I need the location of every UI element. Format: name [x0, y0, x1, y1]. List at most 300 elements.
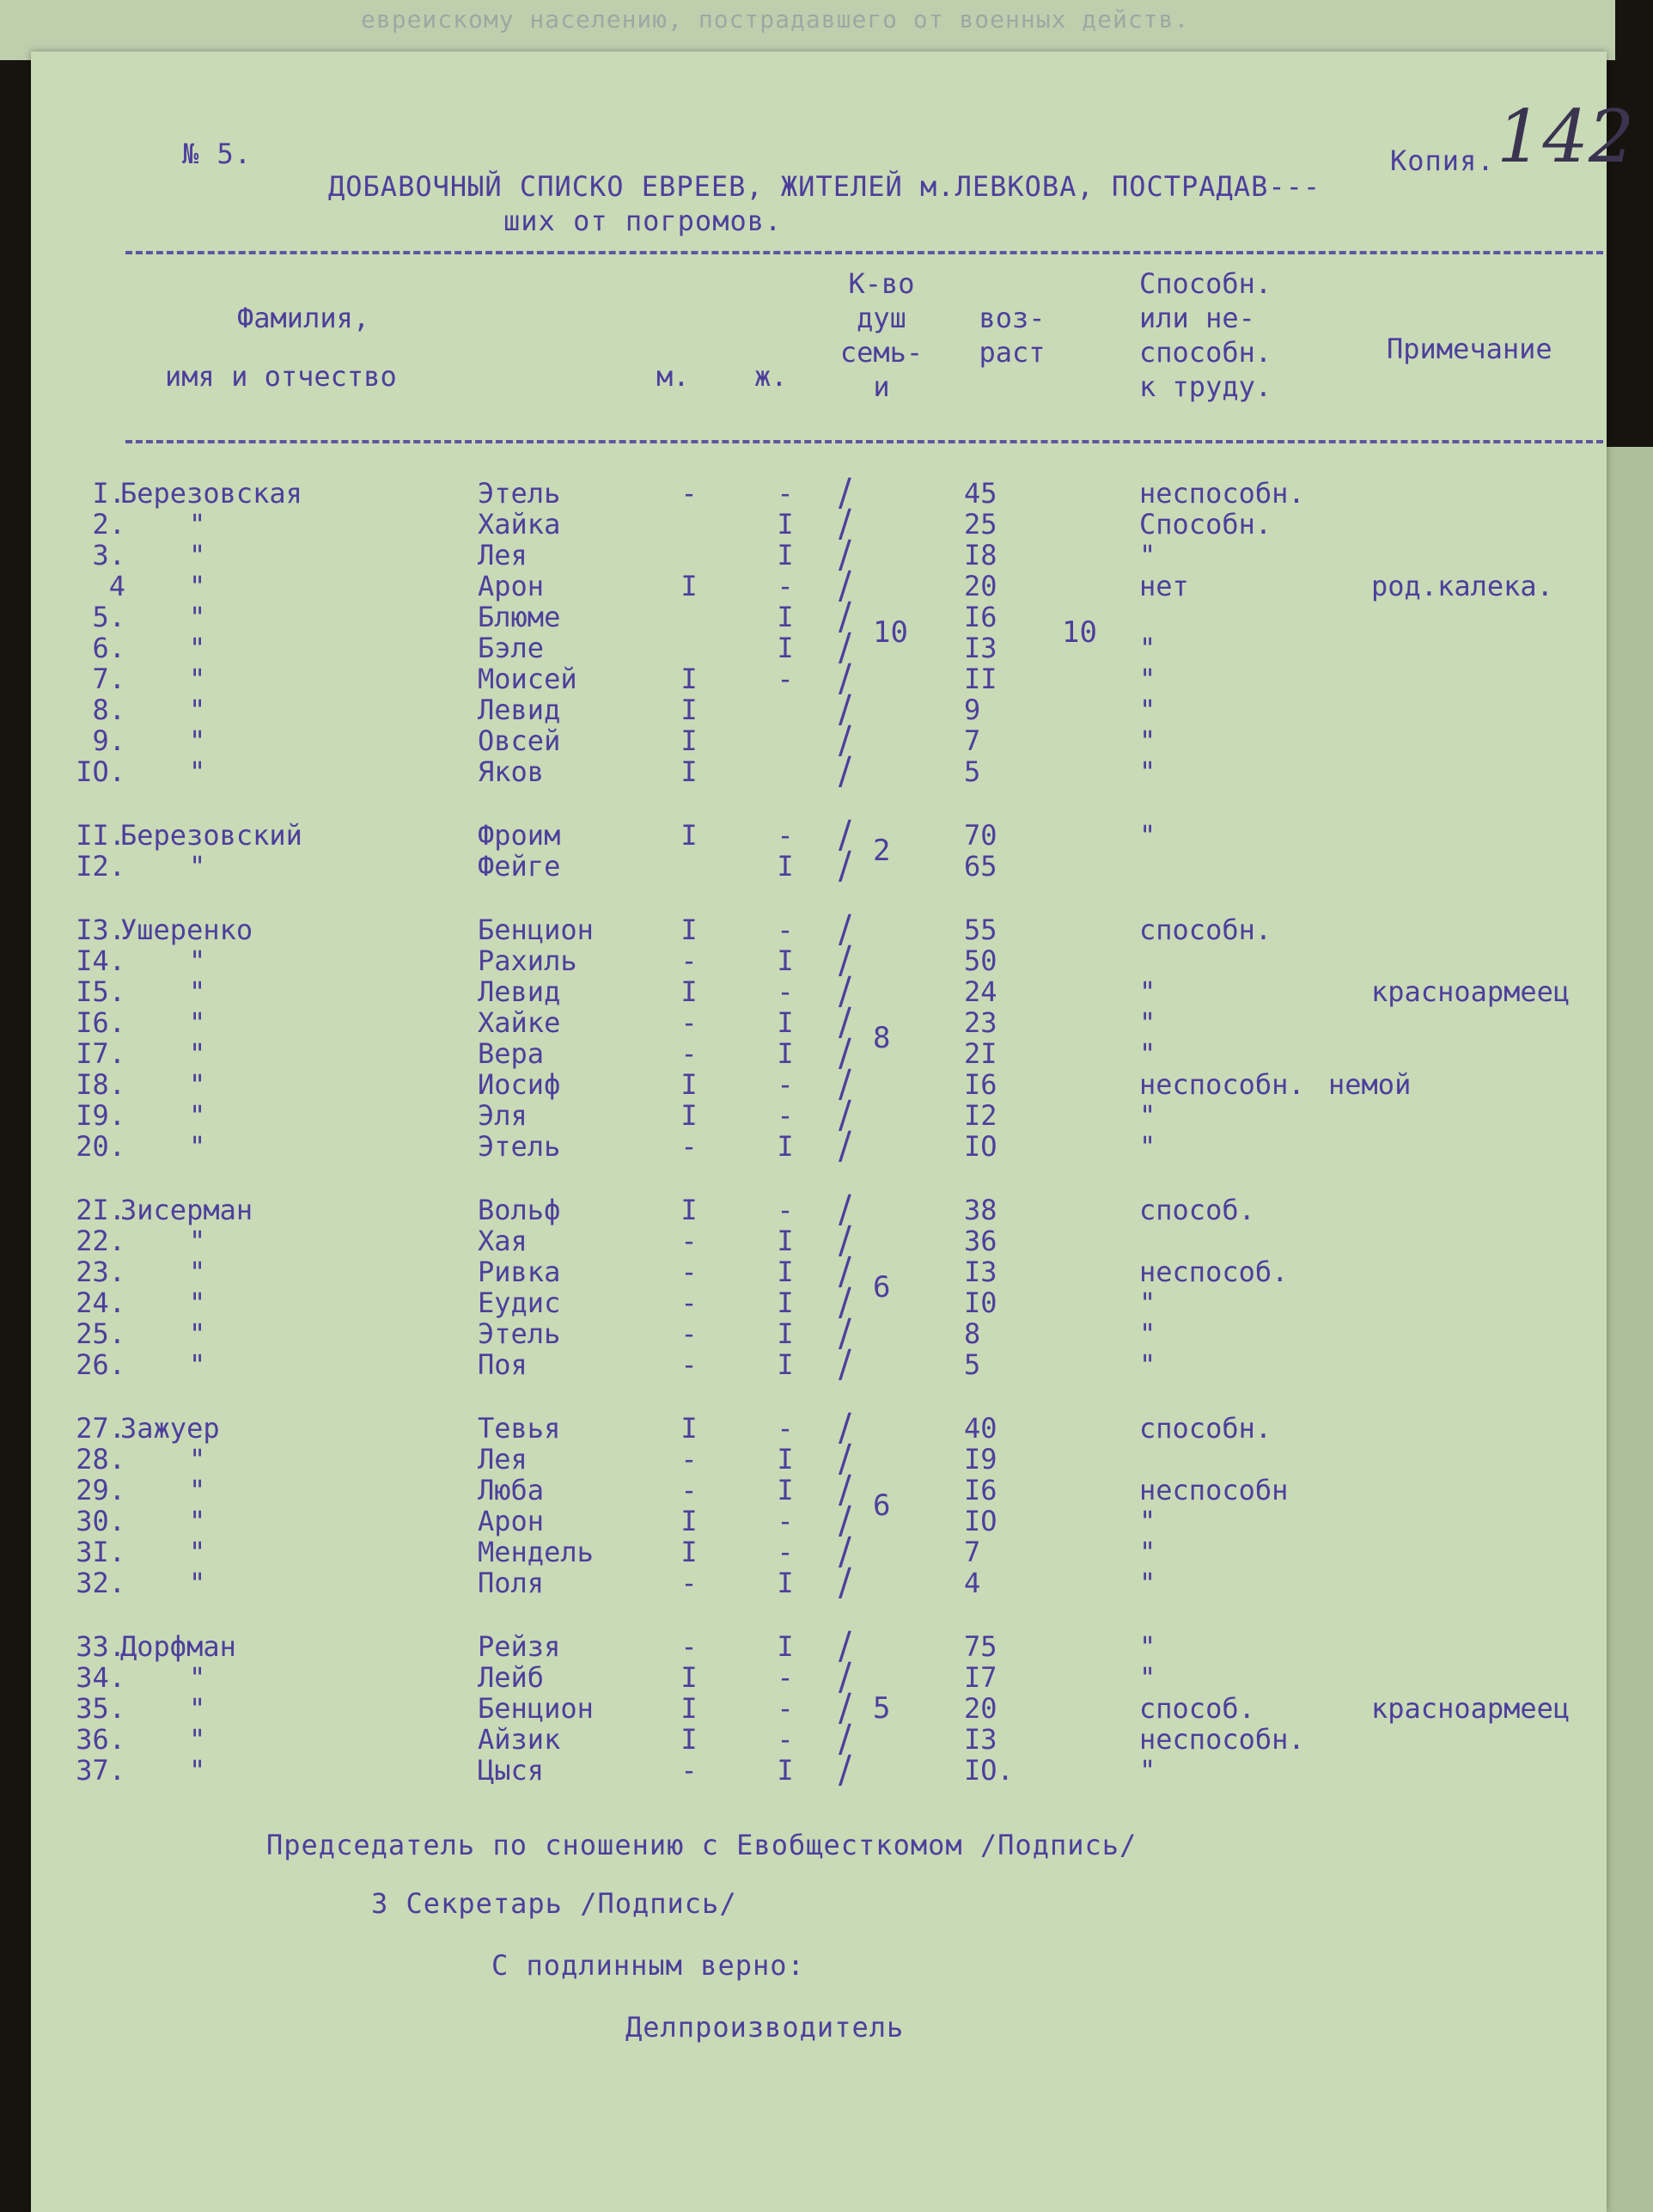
- row-ability: неспособн.: [1139, 1068, 1305, 1101]
- row-number: 23.: [76, 1256, 125, 1288]
- document-page: [31, 52, 1635, 2212]
- row-first-name: Хая: [478, 1225, 528, 1257]
- row-female-mark: -: [777, 1723, 794, 1756]
- row-male-mark: -: [680, 1567, 698, 1599]
- row-bracket-stroke: /: [839, 1280, 851, 1324]
- row-female-mark: I: [777, 1317, 794, 1350]
- signature-secretary: 3 Секретарь /Подпись/: [371, 1887, 737, 1920]
- row-female-mark: -: [777, 1536, 794, 1568]
- col-age-header: [961, 301, 1064, 370]
- row-bracket-stroke: /: [839, 1499, 851, 1543]
- document-number: № 5.: [182, 137, 253, 170]
- row-male-mark: I: [680, 1692, 698, 1725]
- col-ability-header: [1139, 266, 1302, 404]
- row-male-mark: -: [680, 1754, 698, 1787]
- row-age: 24: [964, 975, 997, 1008]
- row-age: I2: [964, 1099, 997, 1132]
- row-number: 27.: [76, 1412, 125, 1445]
- row-female-mark: -: [777, 1194, 794, 1226]
- row-ability: ": [1139, 1130, 1156, 1163]
- row-ability: ": [1139, 663, 1156, 695]
- row-surname: ": [189, 663, 206, 695]
- row-age: 38: [964, 1194, 997, 1226]
- family-size-total-right: 10: [1062, 615, 1097, 650]
- row-number: 26.: [76, 1348, 125, 1381]
- row-number: 28.: [76, 1443, 125, 1476]
- row-age: 45: [964, 477, 997, 510]
- row-age: I6: [964, 601, 997, 633]
- row-first-name: Хайка: [478, 508, 561, 541]
- row-ability: нет: [1139, 570, 1189, 602]
- row-bracket-stroke: /: [839, 1250, 851, 1293]
- row-number: 8.: [92, 694, 125, 726]
- row-bracket-stroke: /: [839, 1342, 851, 1386]
- row-male-mark: -: [680, 477, 698, 510]
- row-number: 30.: [76, 1505, 125, 1537]
- row-bracket-stroke: /: [839, 1686, 851, 1730]
- row-male-mark: -: [680, 1474, 698, 1506]
- row-surname: ": [189, 1661, 206, 1694]
- col-male-header: м.: [656, 360, 690, 393]
- row-female-mark: -: [777, 914, 794, 946]
- row-ability: ": [1139, 1006, 1156, 1039]
- row-number: 24.: [76, 1286, 125, 1319]
- col-family-count-line: душ: [857, 302, 906, 334]
- row-surname: ": [189, 850, 206, 883]
- row-bracket-stroke: /: [839, 1624, 851, 1668]
- row-number: 20.: [76, 1130, 125, 1163]
- col-age-line: раст: [979, 336, 1046, 369]
- row-ability: способ.: [1139, 1194, 1255, 1226]
- row-male-mark: I: [680, 755, 698, 788]
- row-age: 70: [964, 819, 997, 852]
- row-ability: ": [1139, 632, 1156, 664]
- row-first-name: Лея: [478, 1443, 528, 1476]
- row-bracket-stroke: /: [839, 1437, 851, 1481]
- row-surname: ": [189, 975, 206, 1008]
- row-female-mark: -: [777, 663, 794, 695]
- row-male-mark: I: [680, 975, 698, 1008]
- col-family-count-header: [830, 266, 933, 404]
- row-female-mark: -: [777, 1068, 794, 1101]
- row-female-mark: -: [777, 819, 794, 852]
- row-female-mark: I: [777, 539, 794, 571]
- row-first-name: Тевья: [478, 1412, 561, 1445]
- family-size-total: 10: [873, 615, 908, 650]
- col-family-count-line: семь-: [839, 336, 924, 369]
- row-surname: ": [189, 724, 206, 757]
- row-age: 40: [964, 1412, 997, 1445]
- row-number: I5.: [76, 975, 125, 1008]
- row-age: I7: [964, 1661, 997, 1694]
- row-surname: ": [189, 1443, 206, 1476]
- row-male-mark: -: [680, 944, 698, 977]
- row-surname: ": [189, 1099, 206, 1132]
- title-line-2: ших от погромов.: [503, 205, 783, 237]
- row-age: II: [964, 663, 997, 695]
- row-male-mark: I: [680, 1723, 698, 1756]
- row-number: 4: [108, 570, 125, 602]
- row-first-name: Яков: [478, 755, 545, 788]
- row-bracket-stroke: /: [839, 1124, 851, 1168]
- row-number: 7.: [92, 663, 125, 695]
- row-male-mark: -: [680, 1630, 698, 1663]
- row-male-mark: -: [680, 1130, 698, 1163]
- row-number: II.: [76, 819, 125, 852]
- row-first-name: Поля: [478, 1567, 545, 1599]
- row-first-name: Эля: [478, 1099, 528, 1132]
- row-female-mark: I: [777, 1006, 794, 1039]
- row-male-mark: -: [680, 1286, 698, 1319]
- row-ability: неспособн: [1139, 1474, 1289, 1506]
- col-ability-line: Способн.: [1139, 267, 1272, 300]
- row-age: I6: [964, 1474, 997, 1506]
- row-age: 8: [964, 1317, 981, 1350]
- row-note: род.калека.: [1371, 570, 1553, 602]
- row-number: I6.: [76, 1006, 125, 1039]
- title-line-1: ДОБАВОЧНЫЙ СПИСКО ЕВРЕЕВ, ЖИТЕЛЕЙ м.ЛЕВКОВА, ПОСТРАДАВ---: [328, 170, 1321, 203]
- row-ability: ": [1139, 1661, 1156, 1694]
- row-female-mark: -: [777, 1692, 794, 1725]
- row-number: 2.: [92, 508, 125, 541]
- row-ability: ": [1139, 1286, 1156, 1319]
- row-age: 25: [964, 508, 997, 541]
- row-age: I9: [964, 1443, 997, 1476]
- row-male-mark: I: [680, 570, 698, 602]
- row-bracket-stroke: /: [839, 844, 851, 888]
- row-age: 65: [964, 850, 997, 883]
- row-number: 35.: [76, 1692, 125, 1725]
- row-number: 34.: [76, 1661, 125, 1694]
- header-top-rule: [125, 251, 1603, 254]
- row-surname: ": [189, 1474, 206, 1506]
- row-first-name: Арон: [478, 570, 545, 602]
- row-first-name: Вольф: [478, 1194, 561, 1226]
- row-male-mark: I: [680, 1099, 698, 1132]
- row-ability: ": [1139, 1567, 1156, 1599]
- row-first-name: Иосиф: [478, 1068, 561, 1101]
- archive-folio-number: 142: [1497, 95, 1635, 179]
- row-age: IO: [964, 1505, 997, 1537]
- row-first-name: Этель: [478, 477, 561, 510]
- row-age: 75: [964, 1630, 997, 1663]
- row-number: I.: [92, 477, 125, 510]
- row-number: 2I.: [76, 1194, 125, 1226]
- row-first-name: Блюме: [478, 601, 561, 633]
- clerk-signature: Делпроизводитель: [625, 2011, 905, 2044]
- row-bracket-stroke: /: [839, 1468, 851, 1512]
- row-bracket-stroke: /: [839, 626, 851, 669]
- row-surname: ": [189, 632, 206, 664]
- row-male-mark: I: [680, 694, 698, 726]
- row-first-name: Бенцион: [478, 914, 594, 946]
- row-bracket-stroke: /: [839, 907, 851, 951]
- row-male-mark: -: [680, 1317, 698, 1350]
- row-bracket-stroke: /: [839, 1062, 851, 1106]
- row-bracket-stroke: /: [839, 471, 851, 515]
- family-size-total: 2: [873, 834, 891, 868]
- row-bracket-stroke: /: [839, 969, 851, 1013]
- row-first-name: Рахиль: [478, 944, 577, 977]
- row-male-mark: I: [680, 1661, 698, 1694]
- row-first-name: Поя: [478, 1348, 528, 1381]
- row-age: 5: [964, 1348, 981, 1381]
- row-female-mark: I: [777, 1286, 794, 1319]
- row-surname: ": [189, 508, 206, 541]
- row-ability: неспособн.: [1139, 1723, 1305, 1756]
- row-first-name: Левид: [478, 694, 561, 726]
- row-surname: ": [189, 694, 206, 726]
- row-ability: ": [1139, 975, 1156, 1008]
- row-surname: ": [189, 1037, 206, 1070]
- row-ability: способн.: [1139, 914, 1272, 946]
- family-size-total: 8: [873, 1021, 891, 1055]
- row-female-mark: -: [777, 1412, 794, 1445]
- family-size-total: 6: [873, 1488, 891, 1523]
- row-bracket-stroke: /: [839, 502, 851, 546]
- row-first-name: Люба: [478, 1474, 545, 1506]
- row-age: I8: [964, 539, 997, 571]
- row-female-mark: I: [777, 1567, 794, 1599]
- row-female-mark: I: [777, 632, 794, 664]
- row-first-name: Лея: [478, 539, 528, 571]
- row-surname: ": [189, 1723, 206, 1756]
- row-bracket-stroke: /: [839, 1031, 851, 1075]
- row-surname: ": [189, 1536, 206, 1568]
- row-surname: ": [189, 1225, 206, 1257]
- row-age: 20: [964, 1692, 997, 1725]
- row-female-mark: I: [777, 601, 794, 633]
- row-female-mark: -: [777, 570, 794, 602]
- row-first-name: Лейб: [478, 1661, 545, 1694]
- row-male-mark: -: [680, 1256, 698, 1288]
- row-note: немой: [1328, 1068, 1412, 1101]
- row-ability: ": [1139, 1099, 1156, 1132]
- row-female-mark: -: [777, 1099, 794, 1132]
- col-female-header: ж.: [754, 360, 788, 393]
- col-ability-line: способн.: [1139, 336, 1272, 369]
- row-first-name: Мендель: [478, 1536, 594, 1568]
- row-number: 6.: [92, 632, 125, 664]
- row-number: I7.: [76, 1037, 125, 1070]
- row-ability: ": [1139, 1317, 1156, 1350]
- row-number: IO.: [76, 755, 125, 788]
- row-male-mark: I: [680, 1194, 698, 1226]
- row-female-mark: I: [777, 1037, 794, 1070]
- row-ability: ": [1139, 1348, 1156, 1381]
- row-number: 33.: [76, 1630, 125, 1663]
- row-bracket-stroke: /: [839, 1655, 851, 1699]
- row-number: 5.: [92, 601, 125, 633]
- row-ability: способн.: [1139, 1412, 1272, 1445]
- row-first-name: Цыся: [478, 1754, 545, 1787]
- row-male-mark: I: [680, 1536, 698, 1568]
- row-female-mark: -: [777, 477, 794, 510]
- row-female-mark: -: [777, 1505, 794, 1537]
- row-surname: ": [189, 570, 206, 602]
- row-female-mark: -: [777, 1661, 794, 1694]
- col-name-header: имя и отчество: [165, 360, 397, 393]
- row-surname: ": [189, 1567, 206, 1599]
- row-male-mark: I: [680, 1505, 698, 1537]
- row-first-name: Бэле: [478, 632, 545, 664]
- row-number: 25.: [76, 1317, 125, 1350]
- row-first-name: Фроим: [478, 819, 561, 852]
- row-surname: Зисерман: [120, 1194, 253, 1226]
- row-number: 3I.: [76, 1536, 125, 1568]
- row-female-mark: I: [777, 1256, 794, 1288]
- row-surname: ": [189, 1130, 206, 1163]
- row-surname: ": [189, 755, 206, 788]
- row-age: I6: [964, 1068, 997, 1101]
- row-male-mark: -: [680, 1348, 698, 1381]
- row-ability: ": [1139, 694, 1156, 726]
- row-female-mark: I: [777, 944, 794, 977]
- row-number: I8.: [76, 1068, 125, 1101]
- row-bracket-stroke: /: [839, 1530, 851, 1573]
- row-number: 9.: [92, 724, 125, 757]
- row-surname: Ушеренко: [120, 914, 253, 946]
- row-age: 36: [964, 1225, 997, 1257]
- row-first-name: Хайке: [478, 1006, 561, 1039]
- row-number: 29.: [76, 1474, 125, 1506]
- row-bracket-stroke: /: [839, 595, 851, 639]
- row-male-mark: I: [680, 819, 698, 852]
- col-age-line: воз-: [979, 302, 1046, 334]
- row-bracket-stroke: /: [839, 1311, 851, 1355]
- row-number: I2.: [76, 850, 125, 883]
- row-number: 36.: [76, 1723, 125, 1756]
- row-ability: ": [1139, 1505, 1156, 1537]
- row-surname: Березовский: [120, 819, 302, 852]
- row-age: 4: [964, 1567, 981, 1599]
- row-first-name: Бенцион: [478, 1692, 594, 1725]
- row-male-mark: -: [680, 1037, 698, 1070]
- row-female-mark: I: [777, 1630, 794, 1663]
- row-age: I0: [964, 1286, 997, 1319]
- row-female-mark: I: [777, 508, 794, 541]
- row-surname: ": [189, 944, 206, 977]
- row-first-name: Этель: [478, 1130, 561, 1163]
- row-ability: ": [1139, 539, 1156, 571]
- row-surname: ": [189, 1317, 206, 1350]
- row-ability: ": [1139, 819, 1156, 852]
- row-male-mark: -: [680, 1006, 698, 1039]
- row-first-name: Этель: [478, 1317, 561, 1350]
- row-note: красноармеец: [1371, 1692, 1571, 1725]
- row-number: I9.: [76, 1099, 125, 1132]
- row-bracket-stroke: /: [839, 1406, 851, 1450]
- previous-sheet-text: евреискому населению, пострадавшего от военных действ.: [361, 5, 1190, 34]
- row-age: 23: [964, 1006, 997, 1039]
- row-surname: Зажуер: [120, 1412, 220, 1445]
- row-first-name: Моисей: [478, 663, 577, 695]
- row-surname: Дорфман: [120, 1630, 236, 1663]
- row-age: I3: [964, 1723, 997, 1756]
- row-surname: Березовская: [120, 477, 302, 510]
- row-age: 7: [964, 1536, 981, 1568]
- row-male-mark: I: [680, 1068, 698, 1101]
- row-ability: ": [1139, 1037, 1156, 1070]
- row-first-name: Арон: [478, 1505, 545, 1537]
- row-number: I3.: [76, 914, 125, 946]
- row-age: 9: [964, 694, 981, 726]
- row-surname: ": [189, 1348, 206, 1381]
- row-number: I4.: [76, 944, 125, 977]
- row-surname: ": [189, 1006, 206, 1039]
- row-number: 22.: [76, 1225, 125, 1257]
- row-number: 37.: [76, 1754, 125, 1787]
- row-bracket-stroke: /: [839, 1748, 851, 1792]
- row-bracket-stroke: /: [839, 1219, 851, 1262]
- row-ability: ": [1139, 724, 1156, 757]
- row-female-mark: I: [777, 1754, 794, 1787]
- row-surname: ": [189, 1256, 206, 1288]
- row-first-name: Овсей: [478, 724, 561, 757]
- row-age: I3: [964, 1256, 997, 1288]
- col-ability-line: или не-: [1139, 302, 1255, 334]
- row-age: 2I: [964, 1037, 997, 1070]
- row-bracket-stroke: /: [839, 533, 851, 577]
- row-ability: способ.: [1139, 1692, 1255, 1725]
- row-age: IO: [964, 1130, 997, 1163]
- row-ability: Способн.: [1139, 508, 1272, 541]
- row-ability: неспособн.: [1139, 477, 1305, 510]
- row-male-mark: I: [680, 663, 698, 695]
- row-age: 20: [964, 570, 997, 602]
- row-bracket-stroke: /: [839, 564, 851, 608]
- row-age: I3: [964, 632, 997, 664]
- row-age: 50: [964, 944, 997, 977]
- row-surname: ": [189, 1286, 206, 1319]
- row-surname: ": [189, 601, 206, 633]
- row-age: 5: [964, 755, 981, 788]
- row-age: 55: [964, 914, 997, 946]
- row-male-mark: -: [680, 1443, 698, 1476]
- row-surname: ": [189, 1068, 206, 1101]
- underlying-sheet-edge: [1600, 447, 1653, 2212]
- row-female-mark: I: [777, 1130, 794, 1163]
- row-ability: ": [1139, 1754, 1156, 1787]
- signature-chairman: Председатель по сношению с Евобщесткомом /Подпись/: [266, 1829, 1138, 1861]
- copy-label: Копия.: [1390, 144, 1495, 177]
- row-female-mark: I: [777, 1443, 794, 1476]
- row-surname: ": [189, 539, 206, 571]
- row-number: 32.: [76, 1567, 125, 1599]
- row-male-mark: I: [680, 1412, 698, 1445]
- certified-copy-note: С подлинным верно:: [491, 1949, 805, 1982]
- row-ability: ": [1139, 755, 1156, 788]
- row-first-name: Фейге: [478, 850, 561, 883]
- row-female-mark: I: [777, 1348, 794, 1381]
- row-bracket-stroke: /: [839, 1093, 851, 1137]
- row-ability: ": [1139, 1630, 1156, 1663]
- row-age: IO.: [964, 1754, 1014, 1787]
- family-size-total: 6: [873, 1270, 891, 1305]
- row-male-mark: -: [680, 1225, 698, 1257]
- row-bracket-stroke: /: [839, 1000, 851, 1044]
- row-first-name: Ривка: [478, 1256, 561, 1288]
- family-size-total: 5: [873, 1691, 891, 1726]
- row-number: 3.: [92, 539, 125, 571]
- row-first-name: Еудис: [478, 1286, 561, 1319]
- row-surname: ": [189, 1505, 206, 1537]
- row-bracket-stroke: /: [839, 813, 851, 857]
- row-bracket-stroke: /: [839, 657, 851, 700]
- row-age: 7: [964, 724, 981, 757]
- row-male-mark: I: [680, 724, 698, 757]
- row-first-name: Левид: [478, 975, 561, 1008]
